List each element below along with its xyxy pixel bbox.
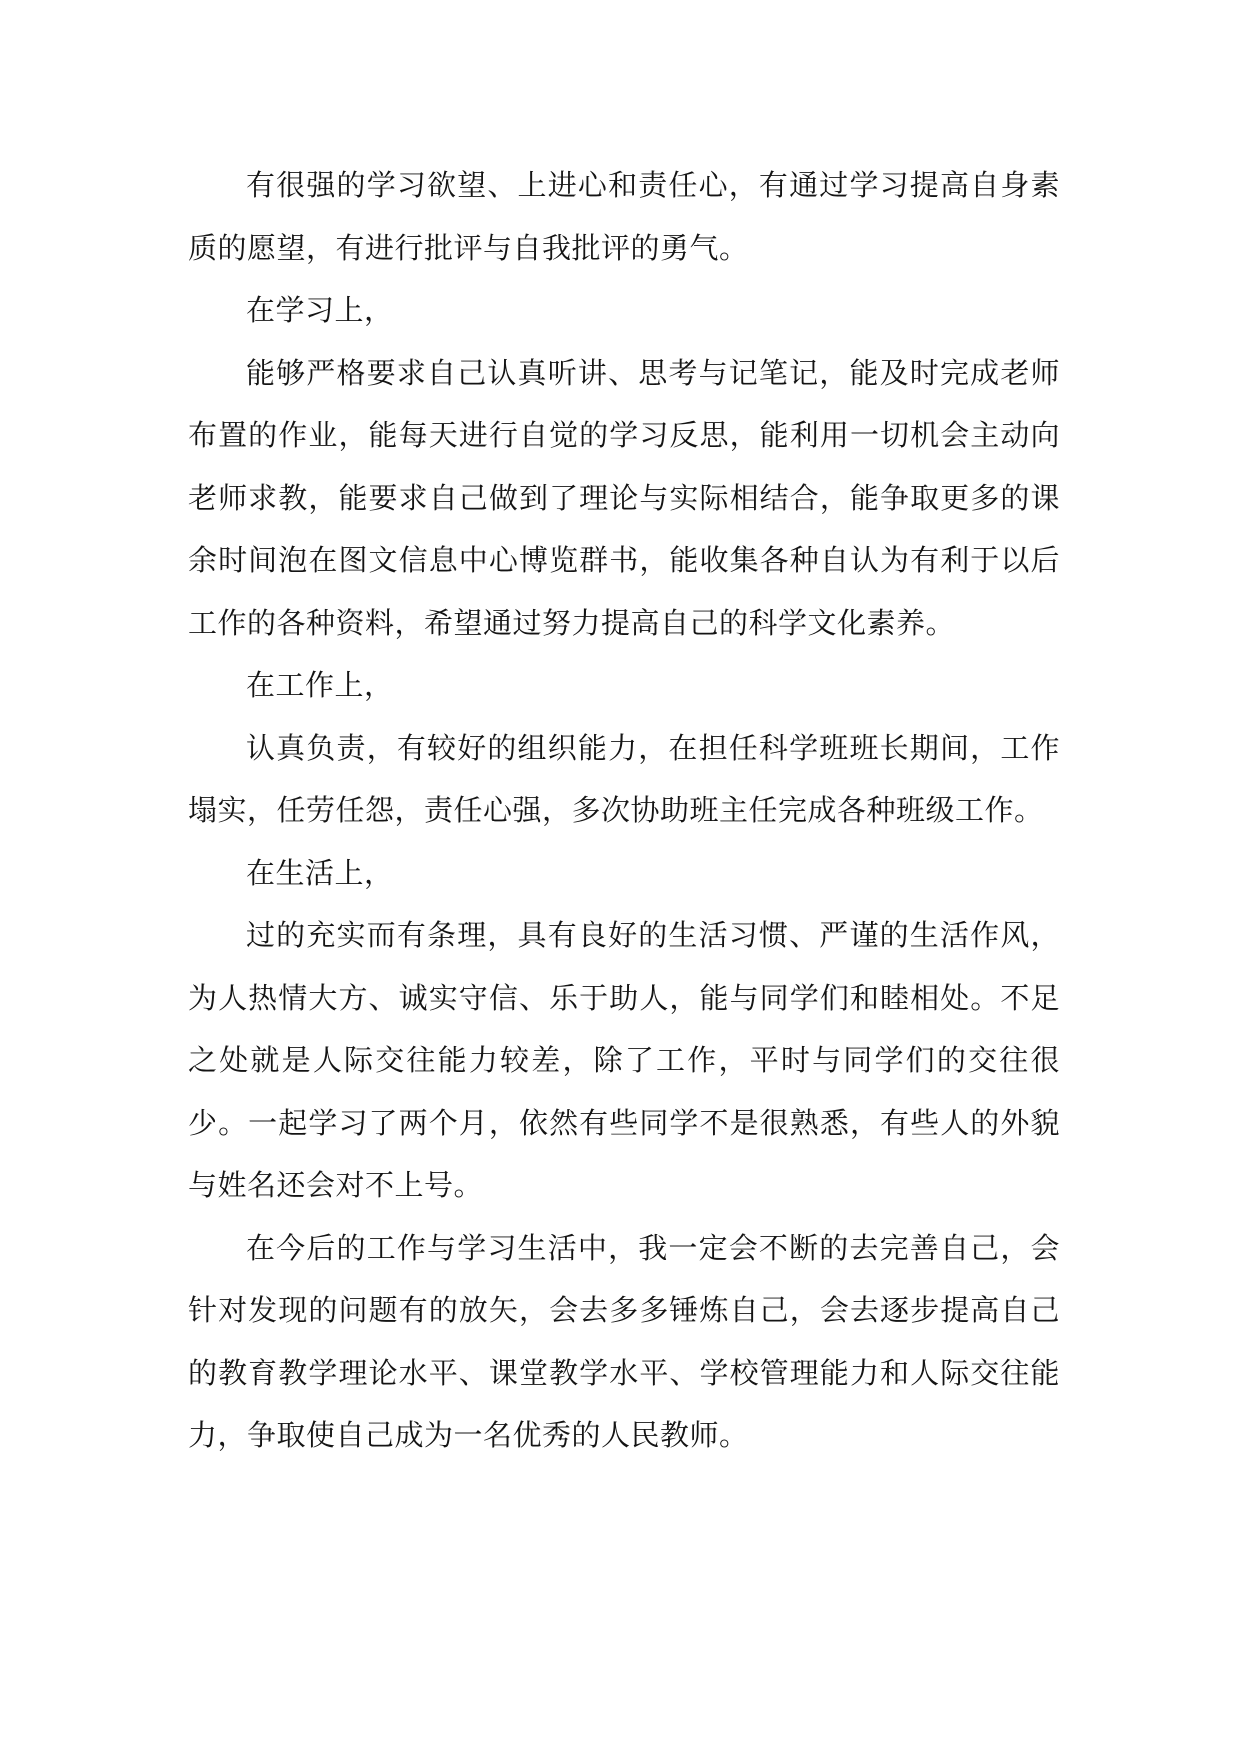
paragraph-future: 在今后的工作与学习生活中，我一定会不断的去完善自己，会针对发现的问题有的放矢，会去多多锤炼自己，会去逐步提高自己的教育教学理论水平、课堂教学水平、学校管理能力和人际交往能力，争取使自己成为一名优秀的人民教师。 [188,1230,1060,1452]
document-body [188,154,1060,1467]
paragraph-study: 能够严格要求自己认真听讲、思考与记笔记，能及时完成老师布置的作业，能每天进行自觉的学习反思，能利用一切机会主动向老师求教，能要求自己做到了理论与实际相结合，能争取更多的课余时间泡在图文信息中心博览群书，能收集各种自认为有利于以后工作的各种资料，希望通过努力提高自己的科学文化素养。 [188,355,1060,640]
paragraph-work: 认真负责，有较好的组织能力，在担任科学班班长期间，工作塌实，任劳任怨，责任心强，多次协助班主任完成各种班级工作。 [188,730,1060,827]
paragraph-study-heading: 在学习上， [246,293,394,327]
paragraph-qualities: 有很强的学习欲望、上进心和责任心，有通过学习提高自身素质的愿望，有进行批评与自我批评的勇气。 [188,168,1060,265]
paragraph-life: 过的充实而有条理，具有良好的生活习惯、严谨的生活作风，为人热情大方、诚实守信、乐于助人，能与同学们和睦相处。不足之处就是人际交往能力较差，除了工作，平时与同学们的交往很少。一起学习了两个月，依然有些同学不是很熟悉，有些人的外貌与姓名还会对不上号。 [188,918,1060,1202]
paragraph-life-heading: 在生活上， [246,855,394,890]
paragraph-work-heading: 在工作上， [246,668,394,702]
